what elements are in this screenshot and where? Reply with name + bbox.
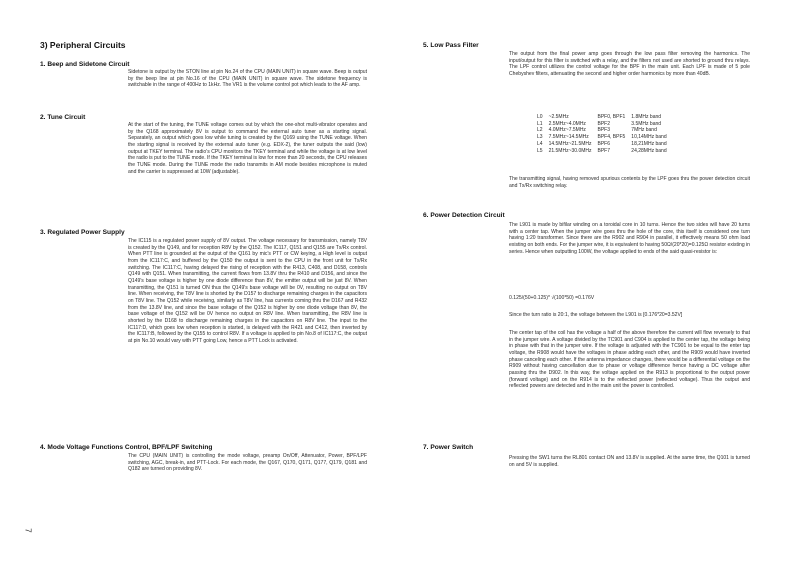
lpf-frequency-range: ~2.5MHz <box>548 114 569 120</box>
lpf-frequency-range: 4.0MHz~7.5MHz <box>548 127 586 134</box>
paragraph-regulated-power: The IC115 is a regulated power supply of 8V output. The voltage necessary for transmission, namely T8V is created by the Q149, and for reception R8V by the Q152. The IC117, Q151 and Q155 are Tx/Rx control. When PTT line is grounded at the output of the Q161 by mic's PTT or CW keying, a High level is output from the IC117:C, and buffered by the Q150 the output is sent to the CPU in the front unit for Tx/Rx switching. The IC117:C, having delayed the rising of reception with the R413, C408, and D158, controls Q149 with Q151. When transmitting, the current flows from 13.8V thru the R410 and D156, and since the Q149's base voltage is higher by one diode difference than 8V, the emitter output will be just 8V. When transmitting, the Q151 is turned ON thus the Q149's base voltage will be 0V, resulting no output on T8V line. When receiving, the T8V line is shorted by the D157 to discharge remaining charges in the capacitors on T8V line. The Q152 while receiving, similarly as T8V line, has currents coming thru the D167 and R432 from the 13.8V line, and since the base voltage of the Q152 is higher by one diode voltage than 8V, the base voltage of the Q152 will be 0V hence no output on R8V line. When transmitting, the R8V line is shorted by the D168 to discharge remaining charges in the capacitors on R8V line. The input to the IC117:D, which goes low when reception is started, is delayed with the R421 and C412, then inverted by the IC117:B, followed by the Q155 to control R8V. If a voltage is applied to pin No.8 of IC117:C, the output at pin No.10 would vary with PTT going Low, hence a PTT Lock is activated. <box>128 238 367 344</box>
lpf-table-row <box>537 141 673 148</box>
lpf-frequency-range: 21.5MHz~30.0MHz <box>548 147 592 154</box>
lpf-filter-name: L0 <box>537 114 543 120</box>
lpf-table-row <box>537 148 673 155</box>
heading-mode-voltage: 4. Mode Voltage Functions Control, BPF/LPF Switching <box>40 444 213 451</box>
lpf-bpf-control: BPF7 <box>597 147 611 154</box>
heading-tune-circuit: 2. Tune Circuit <box>40 114 86 121</box>
lpf-band-table <box>537 114 673 154</box>
paragraph-tune-circuit: At the start of the tuning, the TUNE voltage comes out by which the one-shot multi-vibrator operates and by the Q168 approximately 8V is output to command the external auto tuner as a starting signal. Separately, an output which goes low while tuning is created by the Q169 using the TUNE voltage. When the starting signal is received by the external auto tuner (e.g. EDX-2), the tuner outputs the said (low) output at TKEY terminal. The radio's CPU monitors the TKEY terminal and while the voltage is at low level the radio is put to the TUNE mode. If the TKEY terminal is low for more than 20 seconds, the CPU releases the TUNE mode. During the TUNE mode the radio transmits in AM mode besides microphone is muted and the carrier is suppressed at 10W (adjustable). <box>128 122 368 175</box>
lpf-filter-name: L3 <box>537 134 543 141</box>
lpf-band-name: 1.8MHz band <box>631 114 662 120</box>
lpf-filter-name: L5 <box>537 147 543 154</box>
lpf-table-row <box>537 114 673 121</box>
heading-power-detection: 6. Power Detection Circuit <box>423 212 505 219</box>
lpf-bpf-control: BPF0, BPF1 <box>597 114 626 120</box>
lpf-frequency-range: 14.5MHz~21.5MHz <box>548 140 592 147</box>
lpf-filter-name: L2 <box>537 127 543 134</box>
lpf-band-name: 24,28MHz band <box>631 147 667 154</box>
paragraph-center-tap: The center tap of the coil has the voltage a half of the above therefore the current will flow reversely to that in the jumper wire. A voltage divided by the TC901 and C904 is applied to the center tap, the voltage being in phase with that in the jumper wire. If the voltage is adjusted with the TC901 to be equal to the enter tap voltage, the R908 would have the voltages in phase adding each other, and the R909 would have inverted phase canceling each other. If the antenna impedance changes, there would be a differential voltage on the R909 without having cancellation due to phase or voltage difference hence having a DC voltage after passing thru the D902. In this way, the voltage applied on the R913 is proportional to the output power (forward voltage) and on the R914 is to the reflected power (reflected voltage). Thus the output and reflected powers are detected and in the main unit the power is controlled. <box>509 330 750 390</box>
power-formula: 0.125/(50+0.125)* √(100*50) =0.176V <box>509 295 595 301</box>
paragraph-low-pass-filter: The output from the final power amp goes through the low pass filter removing the harmonics. The input/output for this filter is switched with a relay, and the filters not used are shorted to ground thru relays. The LPF control utilizes the control voltage for the BPF in the main unit. Each LPF is made of 5 pole Chebyshev filters, attenuating the second and higher order harmonics by more than 40dB. <box>509 51 750 77</box>
page-title: 3) Peripheral Circuits <box>40 40 126 50</box>
lpf-table-row <box>537 134 673 141</box>
paragraph-mode-voltage: The CPU (MAIN UNIT) is controlling the mode voltage, preamp On/Off, Attenuator, Power, BPF/LPF switching, AGC, break-in, and PTT-Lock. For each mode, the Q167, Q170, Q171, Q177, Q179, Q181 and Q182 are turned on providing 8V. <box>128 453 367 473</box>
lpf-bpf-control: BPF6 <box>597 140 611 147</box>
lpf-band-name: 3.5MHz band <box>631 120 662 127</box>
lpf-frequency-range: 2.5MHz~4.0MHz <box>548 120 586 127</box>
paragraph-power-detection: The L901 is made by bifilar winding on a toroidal core in 10 turns. Hence the two sides will have 20 turns with a center tap. When the jumper wire goes thru the hole of the core, this itself is considered one turn having 1:20 transformer. Since there are the R902 and R904 in parallel, it effectively means 50 ohm load existing on both ends. For the jumper wire, it is equivalent to having 50Ω/(20*20)=0.125Ω resistor existing in series. Hence when outputting 100W, the voltage applied to ends of the said quasi-resistor is: <box>509 222 750 255</box>
lpf-band-name: 10,14MHz band <box>631 134 667 141</box>
lpf-filter-name: L4 <box>537 140 543 147</box>
lpf-bpf-control: BPF4, BPF5 <box>597 134 626 141</box>
paragraph-turn-ratio: Since the turn ratio is 20:1, the voltage between the L901 is [0.176*20=3.52V] <box>509 312 683 318</box>
lpf-table-row <box>537 121 673 128</box>
paragraph-power-switch: Pressing the SW1 turns the RL801 contact ON and 13.8V is supplied. At the same time, the Q101 is turned on and 5V is supplied. <box>509 455 750 468</box>
paragraph-beep-sidetone: Sidetone is output by the STON line at pin No.24 of the CPU (MAIN UNIT) in square wave. Beep is output by the beep line at pin No.16 of the CPU (MAIN UNIT) in square wave. The sidetone frequency is switchable in the range of 400Hz to 1kHz. The VR1 is the volume control pot which leads to the AF amp. <box>128 69 367 89</box>
lpf-filter-name: L1 <box>537 120 543 127</box>
lpf-band-name: 18,21MHz band <box>631 140 667 147</box>
lpf-bpf-control: BPF3 <box>597 127 611 134</box>
heading-regulated-power: 3. Regulated Power Supply <box>40 229 125 236</box>
lpf-band-name: 7MHz band <box>631 127 657 134</box>
page-number: 7 <box>23 528 33 533</box>
lpf-bpf-control: BPF2 <box>597 120 611 127</box>
paragraph-lpf-transmitting: The transmitting signal, having removed spurious contents by the LPF goes thru the power detection circuit and Tx/Rx switching relay. <box>509 176 750 189</box>
heading-power-switch: 7. Power Switch <box>423 444 474 451</box>
lpf-frequency-range: 7.5MHz~14.5MHz <box>548 134 589 141</box>
lpf-table-row <box>537 127 673 134</box>
heading-low-pass-filter: 5. Low Pass Filter <box>423 42 479 49</box>
heading-beep-sidetone: 1. Beep and Sidetone Circuit <box>40 61 130 68</box>
